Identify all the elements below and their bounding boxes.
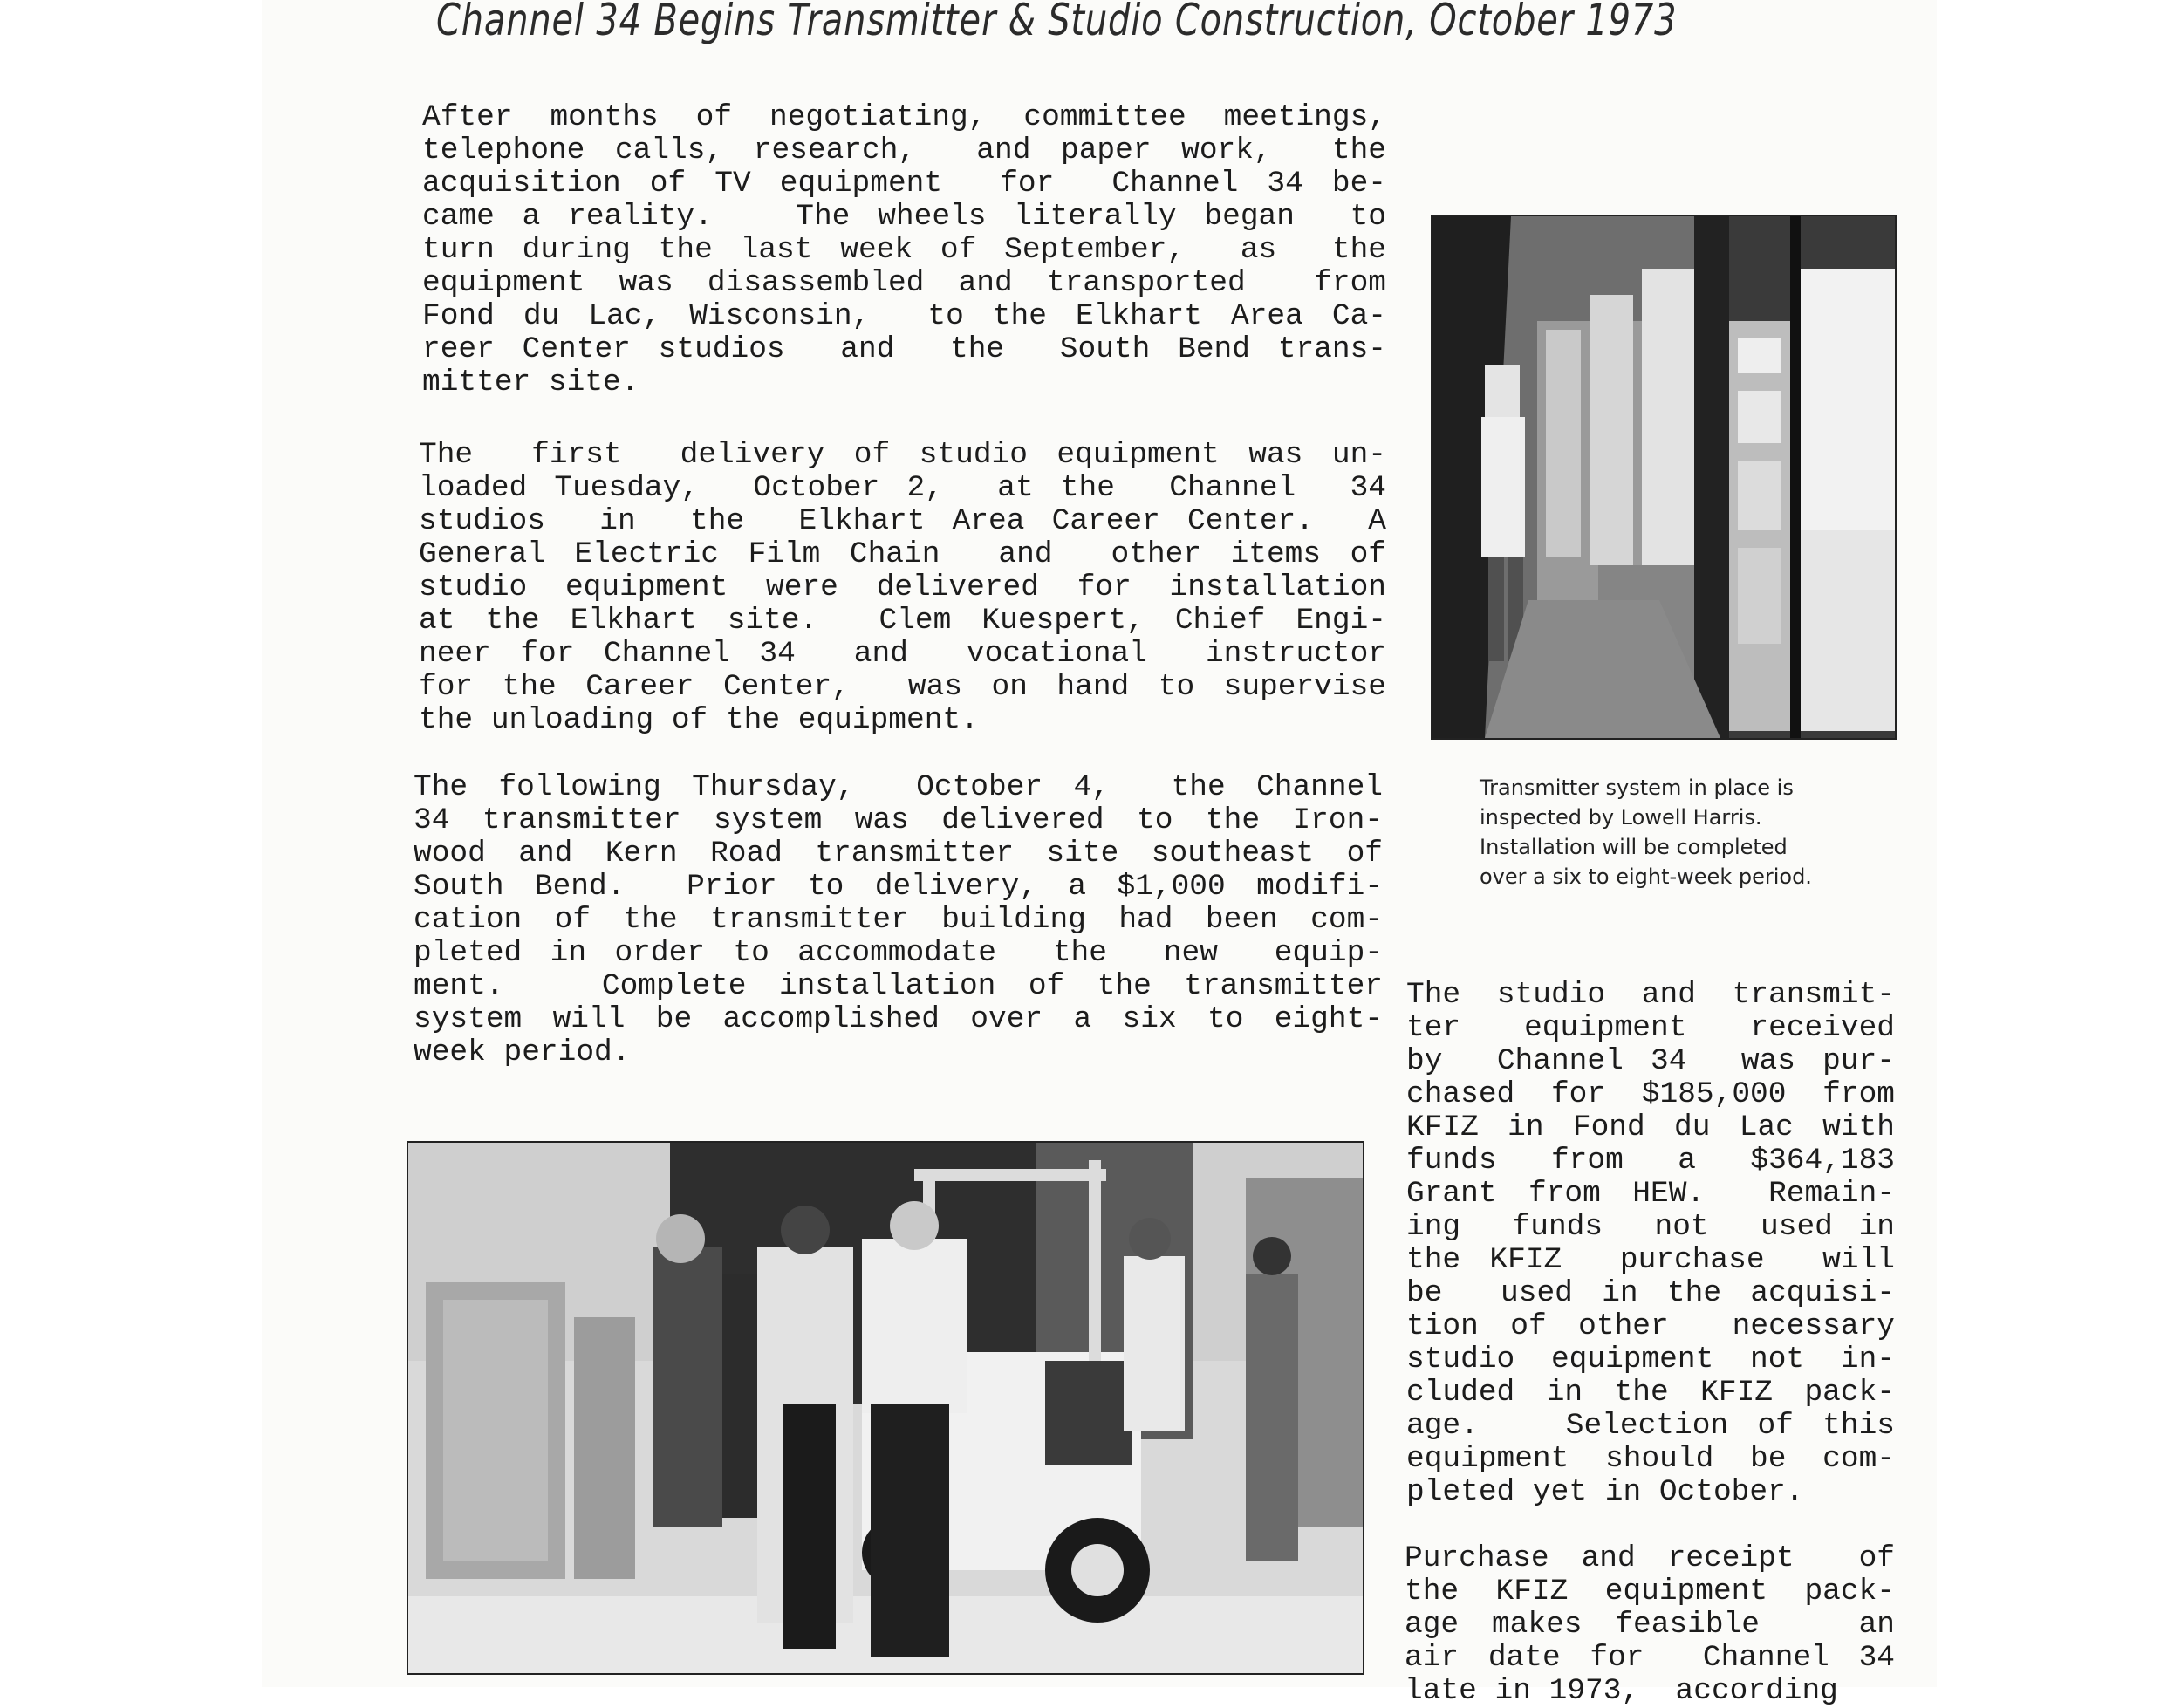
caption-line: over a six to eight-week period. [1480,864,1812,889]
caption-line: inspected by Lowell Harris. [1480,805,1762,830]
text-line: After months of negotiating, committee meetings, [422,100,1386,134]
photo-caption [1480,773,1829,892]
text-line: late in 1973, according [1405,1674,1838,1708]
text-line: acquisition of TV equipment for Channel 34 be- [422,167,1386,201]
text-line: studio equipment not in- [1406,1342,1895,1377]
text-line: cluded in the KFIZ pack- [1406,1376,1895,1410]
paragraph-transmitter-delivery [414,771,1383,1069]
text-line: mitter site. [422,366,639,400]
text-line: cation of the transmitter building had been com- [414,903,1383,937]
text-line: chased for $185,000 from [1406,1077,1895,1111]
text-line: air date for Channel 34 [1405,1641,1895,1675]
transmitter-photo [1431,215,1897,740]
text-line: The studio and transmit- [1406,978,1895,1012]
text-line: Grant from HEW. Remain- [1406,1177,1895,1211]
text-line: pleted yet in October. [1406,1475,1804,1509]
text-line: system will be accomplished over a six to eight- [414,1002,1383,1036]
text-line: The first delivery of studio equipment was un- [419,438,1386,472]
text-line: KFIZ in Fond du Lac with [1406,1110,1895,1144]
text-line: Purchase and receipt of [1405,1541,1895,1575]
text-line: turn during the last week of September, as the [422,233,1386,267]
text-line: funds from a $364,183 [1406,1144,1895,1178]
text-line: ment. Complete installation of the transmitter [414,969,1383,1003]
paragraph-acquisition [422,101,1386,400]
caption-line: Installation will be completed [1480,835,1788,859]
paragraph-studio-delivery [419,439,1386,737]
text-line: Fond du Lac, Wisconsin, to the Elkhart Area Ca- [422,299,1386,333]
forklift-delivery-photo [407,1141,1364,1675]
text-line: loaded Tuesday, October 2, at the Channel 34 [419,471,1386,505]
text-line: reer Center studios and the South Bend trans- [422,332,1386,366]
text-line: wood and Kern Road transmitter site southeast of [414,837,1383,871]
text-line: The following Thursday, October 4, the Channel [414,770,1383,804]
text-line: week period. [414,1035,631,1069]
text-line: be used in the acquisi- [1406,1276,1895,1310]
text-line: ing funds not used in [1406,1210,1895,1244]
text-line: neer for Channel 34 and vocational instructor [419,637,1386,671]
paragraph-purchase [1406,979,1895,1509]
text-line: for the Career Center, was on hand to supervise [419,670,1386,704]
text-line: came a reality. The wheels literally began to [422,200,1386,234]
text-line: age. Selection of this [1406,1409,1895,1443]
text-line: the KFIZ purchase will [1406,1243,1895,1277]
text-line: tion of other necessary [1406,1309,1895,1343]
caption-line: Transmitter system in place is [1480,775,1794,800]
paragraph-air-date [1405,1542,1895,1708]
text-line: equipment was disassembled and transported from [422,266,1386,300]
text-line: age makes feasible an [1405,1608,1895,1642]
text-line: South Bend. Prior to delivery, a $1,000 modifi- [414,870,1383,904]
text-line: the unloading of the equipment. [419,703,979,737]
text-line: studio equipment were delivered for installation [419,570,1386,605]
forklift-delivery-photo-image [408,1143,1363,1673]
headline: Channel 34 Begins Transmitter & Studio Construction, October 1973 [436,0,1678,45]
text-line: the KFIZ equipment pack- [1405,1575,1895,1609]
text-line: by Channel 34 was pur- [1406,1044,1895,1078]
text-line: studios in the Elkhart Area Career Center. A [419,504,1386,538]
text-line: equipment should be com- [1406,1442,1895,1476]
transmitter-photo-image [1432,216,1895,738]
text-line: General Electric Film Chain and other items of [419,537,1386,571]
text-line: telephone calls, research, and paper work, the [422,133,1386,167]
text-line: pleted in order to accommodate the new equip- [414,936,1383,970]
text-line: at the Elkhart site. Clem Kuespert, Chief Engi- [419,604,1386,638]
text-line: 34 transmitter system was delivered to the Iron- [414,803,1383,837]
text-line: ter equipment received [1406,1011,1895,1045]
